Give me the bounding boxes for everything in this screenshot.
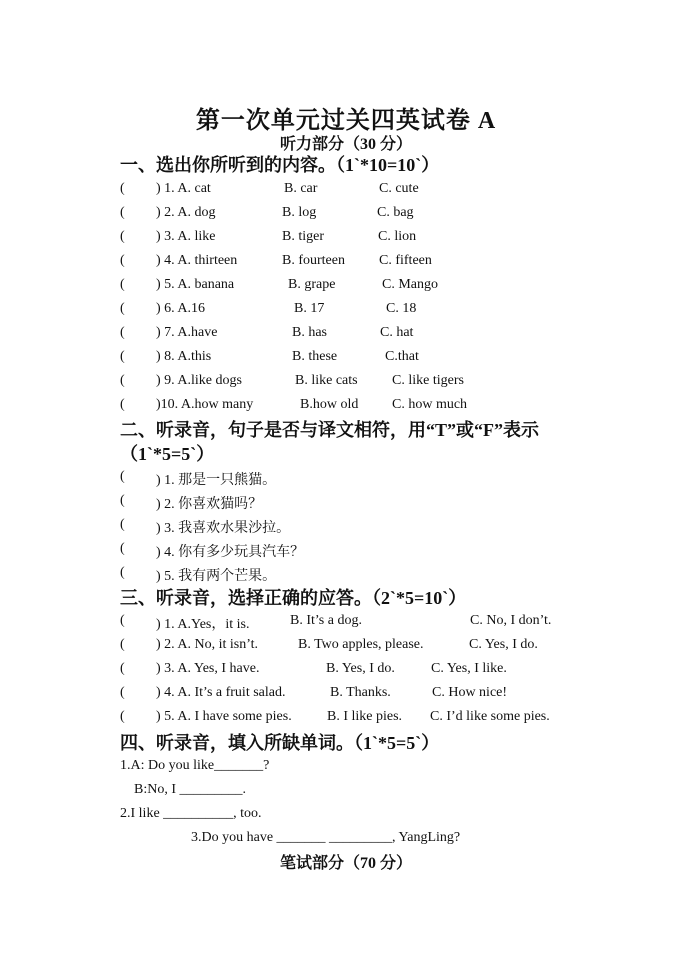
option-a: )10. A.how many: [156, 397, 254, 412]
answer-paren[interactable]: (: [120, 493, 125, 508]
option-c: C. how much: [392, 397, 468, 412]
option-a: ) 5. A. I have some pies.: [156, 709, 292, 724]
answer-paren[interactable]: (: [120, 709, 125, 724]
option-c: C.that: [385, 349, 419, 364]
option-a: ) 5. A. banana: [156, 277, 235, 292]
listening-part-title: 听力部分（30 分）: [279, 136, 412, 153]
option-b: B. grape: [288, 277, 336, 292]
option-a: ) 3. A. like: [156, 229, 216, 244]
option-a: ) 1. A. cat: [156, 181, 211, 196]
answer-paren[interactable]: (: [120, 541, 125, 556]
option-a: ) 4. A. thirteen: [156, 253, 238, 268]
option-b: B. I like pies.: [327, 709, 403, 724]
option-c: C. Mango: [382, 277, 438, 292]
answer-paren[interactable]: (: [120, 469, 125, 484]
answer-paren[interactable]: (: [120, 685, 125, 700]
option-b: B. these: [292, 349, 338, 364]
option-a: ) 3. A. Yes, I have.: [156, 661, 260, 676]
option-a: ) 6. A.16: [156, 301, 205, 316]
question-text: ) 2. 你喜欢猫吗？: [156, 497, 263, 512]
option-a: ) 1. A.Yes，it is.: [156, 617, 250, 632]
option-a: ) 7. A.have: [156, 325, 218, 340]
option-a: ) 8. A.this: [156, 349, 212, 364]
option-c: C. 18: [386, 301, 417, 316]
option-c: C. cute: [379, 181, 419, 196]
answer-paren[interactable]: (: [120, 517, 125, 532]
fill-blank-line-2[interactable]: B:No, I _________.: [134, 782, 246, 797]
fill-blank-line-4[interactable]: 3.Do you have _______ _________, YangLing?: [191, 830, 461, 845]
option-b: B.how old: [300, 397, 359, 412]
option-b: B. It’s a dog.: [290, 613, 362, 628]
section2-heading: 二、听录音，句子是否与译文相符，用“T”或“F”表示（1`*5=5`）: [120, 420, 539, 464]
question-text: ) 3. 我喜欢水果沙拉。: [156, 521, 291, 536]
option-c: C. Yes, I do.: [469, 637, 538, 652]
section1-heading: 一、选出你所听到的内容。（1`*10=10`）: [120, 155, 440, 175]
option-c: C. hat: [380, 325, 414, 340]
option-c: C. fifteen: [379, 253, 432, 268]
option-b: B. has: [292, 325, 327, 340]
option-c: C. How nice!: [432, 685, 508, 700]
option-b: B. car: [284, 181, 318, 196]
option-a: ) 2. A. No, it isn’t.: [156, 637, 259, 652]
answer-paren[interactable]: (: [120, 349, 125, 364]
answer-paren[interactable]: (: [120, 397, 125, 412]
answer-paren[interactable]: (: [120, 565, 125, 580]
option-c: C. like tigers: [392, 373, 464, 388]
answer-paren[interactable]: (: [120, 325, 125, 340]
answer-paren[interactable]: (: [120, 229, 125, 244]
option-b: B. log: [282, 205, 317, 220]
written-part-title: 笔试部分（70 分）: [279, 855, 412, 872]
answer-paren[interactable]: (: [120, 253, 125, 268]
option-c: C. No, I don’t.: [470, 613, 552, 628]
question-text: ) 5. 我有两个芒果。: [156, 569, 277, 584]
section4-heading: 四、听录音，填入所缺单词。（1`*5=5`）: [120, 733, 440, 753]
option-a: ) 4. A. It’s a fruit salad.: [156, 685, 286, 700]
option-b: B. Two apples, please.: [298, 637, 424, 652]
option-c: C. lion: [378, 229, 417, 244]
answer-paren[interactable]: (: [120, 661, 125, 676]
answer-paren[interactable]: (: [120, 613, 125, 628]
option-c: C. Yes, I like.: [431, 661, 507, 676]
option-a: ) 9. A.like dogs: [156, 373, 242, 388]
fill-blank-line-3[interactable]: 2.I like __________, too.: [120, 806, 262, 821]
answer-paren[interactable]: (: [120, 205, 125, 220]
option-c: C. bag: [377, 205, 414, 220]
answer-paren[interactable]: (: [120, 637, 125, 652]
option-c: C. I’d like some pies.: [430, 709, 550, 724]
answer-paren[interactable]: (: [120, 277, 125, 292]
option-b: B. tiger: [282, 229, 324, 244]
option-a: ) 2. A. dog: [156, 205, 216, 220]
section3-heading: 三、听录音，选择正确的应答。（2`*5=10`）: [120, 588, 467, 608]
option-b: B. fourteen: [282, 253, 345, 268]
question-text: ) 4. 你有多少玩具汽车？: [156, 545, 305, 560]
option-b: B. Yes, I do.: [326, 661, 395, 676]
fill-blank-line-1[interactable]: 1.A: Do you like_______?: [120, 758, 270, 773]
answer-paren[interactable]: (: [120, 373, 125, 388]
option-b: B. Thanks.: [330, 685, 391, 700]
option-b: B. 17: [294, 301, 325, 316]
exam-title: 第一次单元过关四英试卷 A: [195, 108, 497, 134]
answer-paren[interactable]: (: [120, 181, 125, 196]
answer-paren[interactable]: (: [120, 301, 125, 316]
option-b: B. like cats: [295, 373, 358, 388]
question-text: ) 1. 那是一只熊猫。: [156, 473, 277, 488]
